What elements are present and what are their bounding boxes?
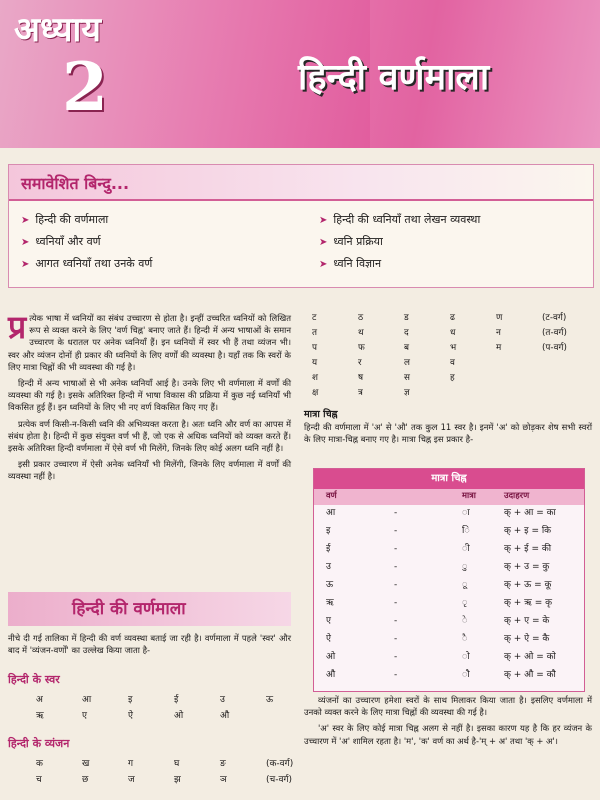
chapter-header [0,0,600,148]
matra-intro: हिन्दी की वर्णमाला में 'अ' से 'औ' तक कुल 11 स्वर है। इनमें 'अ' को छोड़कर शेष सभी स्वरों के लिए मात्रा-चिह्न बनाए गए है। मात्रा चिह्न इस प्रकार है- [304,422,592,445]
table-row: उ - ु क् + उ = कु [326,562,550,572]
table-row: ई - ी क् + ई = की [326,544,552,554]
table-row: ऐ - ै क् + ऐ = कै [326,634,550,644]
table-row: औ - ौ क् + औ = कौ [326,670,556,680]
header-varna: वर्ण [326,490,337,500]
topics-heading: समावेशित बिन्दु... [21,174,130,193]
topic-item: ➤ आगत ध्वनियाँ तथा उनके वर्ण [21,257,153,270]
vyanjan-row: च छ ज झ ञ (च-वर्ग) [36,775,293,785]
paragraph: प्र त्येक भाषा में ध्वनियों का संबंध उच्चारण से होता है। इन्हीं उच्चरित ध्वनियों को लिखित रूप से व्यक्त करने के लिए 'वर्ण चिह्न' बनाए जाते हैं। हिन्दी में अन्य भाषाओं के समान उच्चारण के धरातल पर अनेक ध्वनियाँ हैं। इन ध्वनियों में स्वर भी हैं तथा व्यंजन भी। स्वर और व्यंजन दोनों ही प्रकार की ध्वनियों के लिए वर्णों की व्यवस्था है। यहाँ तक कि स्वरों के लिए मात्रा चिह्नों की भी व्यवस्था की गई है। [8,308,291,372]
paragraph: इसी प्रकार उच्चारण में ऐसी अनेक ध्वनियाँ भी मिलेंगी, जिनके लिए वर्णमाला में वर्णों की व्यवस्था नहीं है। [8,459,291,482]
varg-row: प फ ब भ म (प-वर्ग) [312,343,567,353]
paragraph: प्रत्येक वर्ण किसी-न-किसी ध्वनि की अभिव्यक्त करता है। अतः ध्वनि और वर्ण का आपस में संबंध होता है। हिन्दी में कुछ संयुक्त वर्ण भी हैं, जो एक से अधिक ध्वनियों को व्यक्त करते हैं। इसके अतिरिक्त हिन्दी वर्णमाला में ऐसे वर्ण भी मिलेंगे, जिनके लिए कोई अलग ध्वनि नहीं है। [8,418,291,453]
paragraph: 'अ' स्वर के लिए कोई मात्रा चिह्न अलग से नहीं है। इसका कारण यह है कि हर व्यंजन के उच्चारण में 'अ' शामिल रहता है। 'म', 'क' वर्ण का अर्थ है-'म् + अ' तथा 'क् + अ'। [304,723,592,746]
arrow-icon: ➤ [319,259,328,270]
table-row: ऊ - ू क् + ऊ = कू [326,580,552,590]
topics-list-left [21,209,152,275]
matra-table [313,468,585,692]
table-header [314,489,584,505]
arrow-icon: ➤ [21,237,30,248]
topic-item: ➤ हिन्दी की वर्णमाला [21,213,109,226]
topic-item: ➤ ध्वनि विज्ञान [319,257,382,270]
swar-row: ऋ ए ऐ ओ औ [36,711,230,721]
table-row: ए - े क् + ए = के [326,616,550,626]
varg-row: य र ल व [312,358,455,368]
topic-item: ➤ ध्वनि प्रक्रिया [319,235,383,248]
chapter-label: अध्याय [14,10,102,50]
chapter-title: हिन्दी वर्णमाला [298,57,490,98]
table-row: आ - ा क् + आ = का [326,508,556,518]
topics-list-right [319,209,480,275]
swar-heading: हिन्दी के स्वर [8,673,60,686]
arrow-icon: ➤ [21,215,30,226]
section-heading: हिन्दी की वर्णमाला [72,599,186,619]
arrow-icon: ➤ [319,215,328,226]
left-column [8,308,291,486]
header-matra: मात्रा [462,490,476,500]
topics-box [8,164,594,288]
topic-item: ➤ ध्वनियाँ और वर्ण [21,235,101,248]
paragraph: हिन्दी में अन्य भाषाओं से भी अनेक ध्वनियाँ आई है। उनके लिए भी वर्णमाला में वर्णों की व्यवस्था की गई है। इसके अतिरिक्त हिन्दी में भाषा विकास की प्रक्रिया में कुछ नई ध्वनियाँ भी विकसित हुई हैं। इन ध्वनियों के लिए भी नए वर्ण विकसित किए गए हैं। [8,377,291,413]
header-example: उदाहरण [504,490,530,500]
varg-row: त थ द ध न (त-वर्ग) [312,328,567,338]
varg-row: ट ठ ड ढ ण (ट-वर्ग) [312,313,567,323]
section-intro: नीचे दी गई तालिका में हिन्दी की वर्ण व्यवस्था बताई जा रही है। वर्णमाला में पहले 'स्वर' और बाद में 'व्यंजन-वर्णों' का उल्लेख किया जाता है- [8,633,291,656]
closing-paragraphs [304,694,592,751]
table-row: ओ - ो क् + ओ = को [326,652,556,662]
arrow-icon: ➤ [319,237,328,248]
table-title: मात्रा चिह्न [314,469,584,489]
arrow-icon: ➤ [21,259,30,270]
swar-row: अ आ इ ई उ ऊ [36,695,274,705]
vyanjan-row: क ख ग घ ङ (क-वर्ग) [36,759,294,769]
drop-cap: प्र [8,308,27,346]
varg-row: श ष स ह [312,373,455,383]
table-row: ऋ - ृ क् + ऋ = कृ [326,598,553,608]
table-row: इ - ि क् + इ = कि [326,526,552,536]
chapter-number: 2 [62,48,108,126]
section-banner [8,592,291,626]
topics-header [9,165,593,201]
topic-item: ➤ हिन्दी की ध्वनियाँ तथा लेखन व्यवस्था [319,213,481,226]
vyanjan-heading: हिन्दी के व्यंजन [8,737,70,750]
varg-row: क्ष त्र ज्ञ [312,388,410,398]
paragraph: व्यंजनों का उच्चारण हमेशा स्वरों के साथ मिलाकर किया जाता है। इसलिए वर्णमाला में उनको व्यक्त करने के लिए मात्रा चिह्नों की व्यवस्था की गई है। [304,695,592,718]
matra-heading: मात्रा चिह्न [304,409,338,420]
